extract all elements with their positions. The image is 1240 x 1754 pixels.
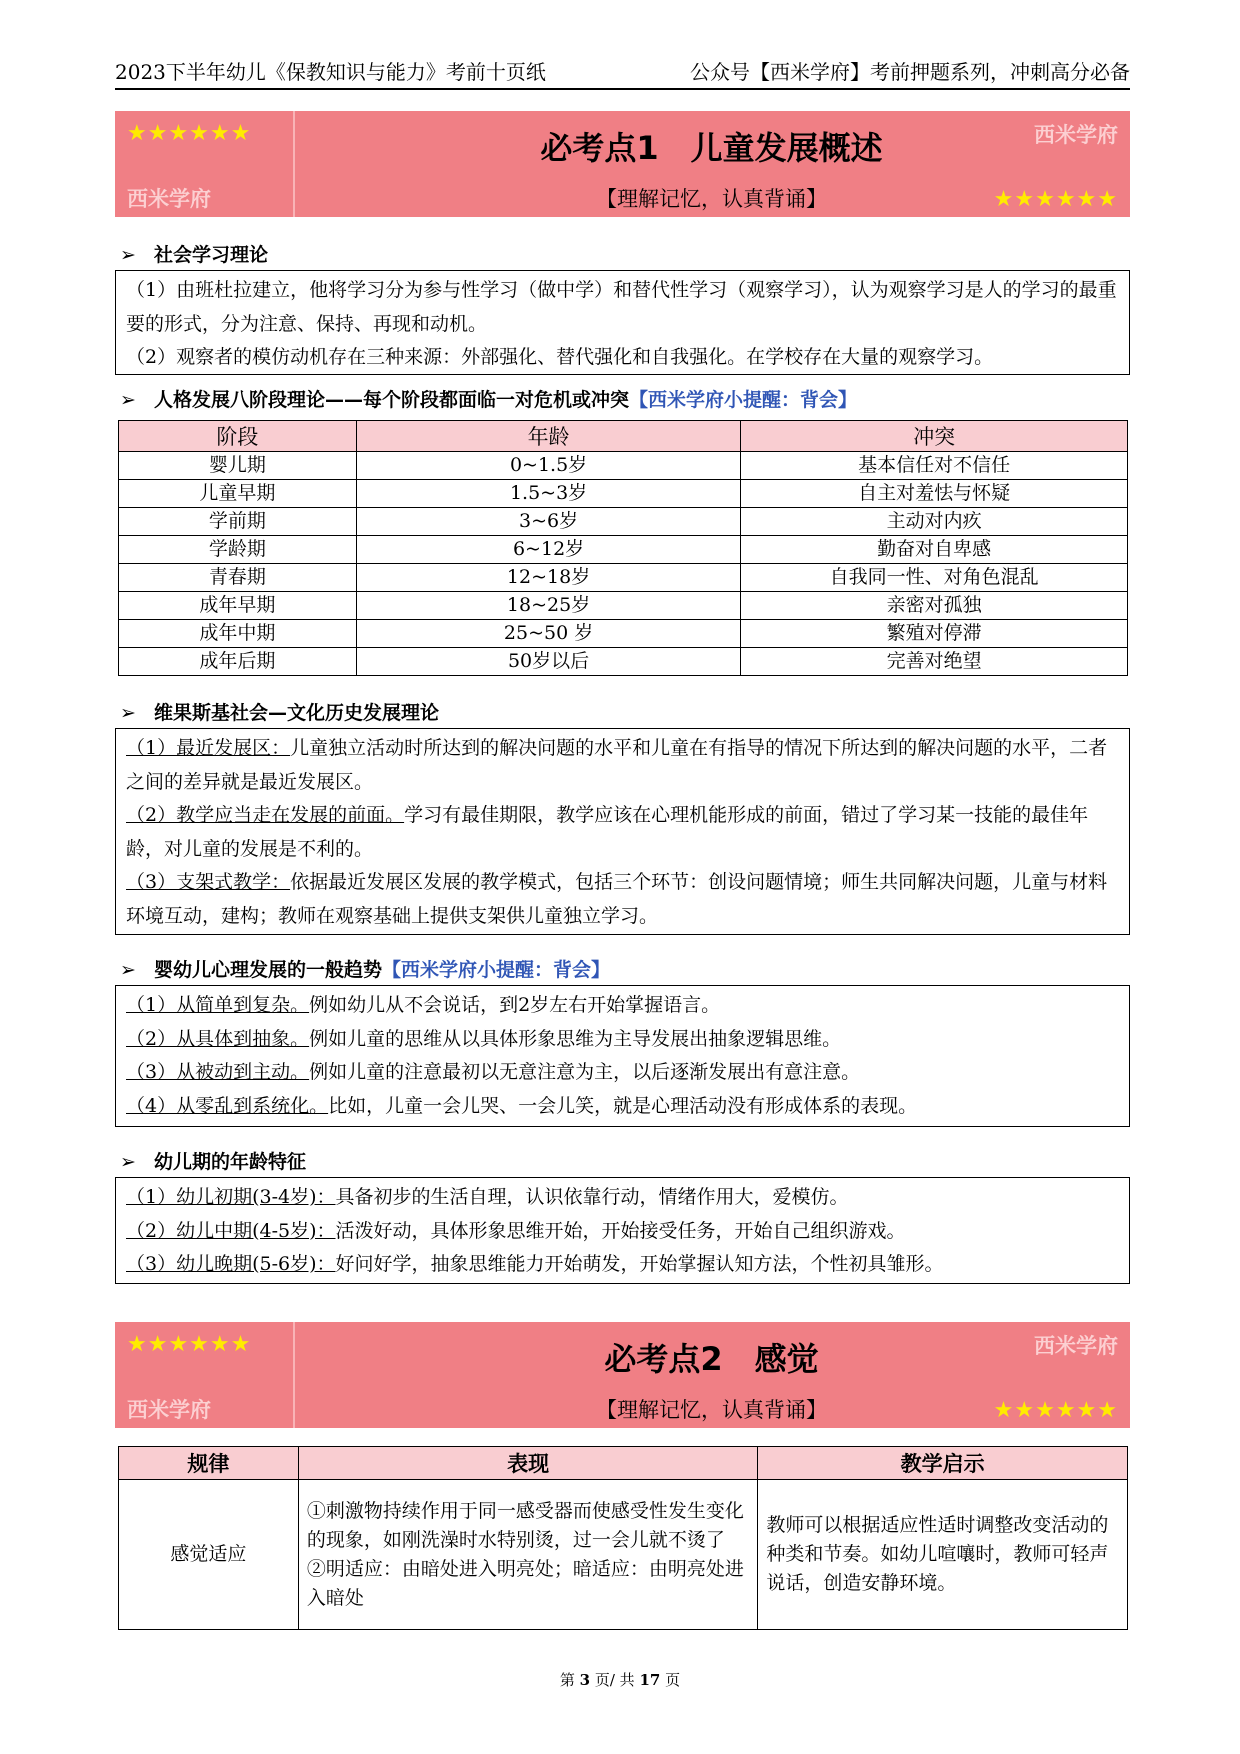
table-cell: 主动对内疚 <box>741 508 1128 536</box>
table-cell: 3~6岁 <box>356 508 741 536</box>
star-rating-icon: ★★★★★★ <box>993 1398 1118 1423</box>
header-divider <box>115 88 1130 90</box>
column-header: 阶段 <box>119 421 357 452</box>
table-cell: 1.5~3岁 <box>356 480 741 508</box>
age-characteristics-box <box>115 1177 1130 1284</box>
table-cell: 学前期 <box>119 508 357 536</box>
table-cell: 50岁以后 <box>356 648 741 676</box>
sensation-table <box>118 1446 1128 1630</box>
paragraph: （1）由班杜拉建立，他将学习分为参与性学习（做中学）和替代性学习（观察学习），认为观察学习是人的学习的最重要的形式，分为注意、保持、再现和动机。 <box>126 279 1117 335</box>
paragraph: （1）从简单到复杂。例如幼儿从不会说话，到2岁左右开始掌握语言。 <box>126 994 721 1016</box>
total-page-number: 17 <box>639 1671 661 1689</box>
column-header: 年龄 <box>356 421 741 452</box>
table-cell: 自主对羞怯与怀疑 <box>741 480 1128 508</box>
current-page-number: 3 <box>579 1671 591 1689</box>
banner-title: 必考点1 儿童发展概述 <box>540 129 883 167</box>
paragraph: （1）幼儿初期(3-4岁)：具备初步的生活自理，认识依靠行动，情绪作用大，爱模仿。 <box>126 1186 849 1208</box>
table-cell: 完善对绝望 <box>741 648 1128 676</box>
table-cell: 青春期 <box>119 564 357 592</box>
paragraph: （3）幼儿晚期(5-6岁)：好问好学，抽象思维能力开始萌发，开始掌握认知方法，个性初具雏形。 <box>126 1253 944 1275</box>
social-learning-box <box>115 270 1130 375</box>
table-cell: 6~12岁 <box>356 536 741 564</box>
column-header: 冲突 <box>741 421 1128 452</box>
banner-exam-point-2 <box>115 1322 1130 1428</box>
star-rating-icon: ★★★★★★ <box>993 187 1118 212</box>
table-cell: ①刺激物持续作用于同一感受器而使感受性发生变化的现象，如刚洗澡时水特别烫，过一会儿就不烫了 ②明适应：由暗处进入明亮处；暗适应：由明亮处进入暗处 <box>298 1480 758 1630</box>
section-heading-erikson: ➢ 人格发展八阶段理论——每个阶段都面临一对危机或冲突【西米学府小提醒：背会】 <box>120 389 858 411</box>
watermark-logo: 西米学府 <box>1034 1334 1118 1358</box>
star-rating-icon: ★★★★★★ <box>127 121 252 146</box>
table-cell: 儿童早期 <box>119 480 357 508</box>
watermark-logo: 西米学府 <box>127 187 211 211</box>
development-trend-box <box>115 985 1130 1127</box>
arrow-bullet-icon: ➢ <box>120 959 136 981</box>
header-left-text: 2023下半年幼儿《保教知识与能力》考前十页纸 <box>115 60 546 84</box>
table-cell: 25~50 岁 <box>356 620 741 648</box>
table-header-row <box>119 1447 1128 1480</box>
arrow-bullet-icon: ➢ <box>120 389 136 411</box>
banner-title: 必考点2 感觉 <box>604 1340 819 1378</box>
table-cell: 成年后期 <box>119 648 357 676</box>
banner-subtitle: 【理解记忆，认真背诵】 <box>596 187 827 211</box>
table-cell: 教师可以根据适应性适时调整改变活动的种类和节奏。如幼儿喧嚷时，教师可轻声说话，创造安静环境。 <box>758 1480 1128 1630</box>
paragraph: （2）从具体到抽象。例如儿童的思维从以具体形象思维为主导发展出抽象逻辑思维。 <box>126 1027 842 1050</box>
erikson-stage-table <box>118 420 1128 676</box>
column-header: 教学启示 <box>758 1447 1128 1480</box>
section-heading-vygotsky: ➢ 维果斯基社会—文化历史发展理论 <box>120 702 440 724</box>
header-right-text: 公众号【西米学府】考前押题系列，冲刺高分必备 <box>690 60 1130 84</box>
table-cell: 学龄期 <box>119 536 357 564</box>
column-header: 表现 <box>298 1447 758 1480</box>
banner-exam-point-1 <box>115 111 1130 217</box>
watermark-logo: 西米学府 <box>127 1398 211 1422</box>
table-cell: 成年早期 <box>119 592 357 620</box>
table-row <box>119 452 1128 480</box>
table-row <box>119 1480 1128 1630</box>
table-row <box>119 536 1128 564</box>
column-header: 规律 <box>119 1447 299 1480</box>
table-row <box>119 648 1128 676</box>
table-cell: 感觉适应 <box>119 1480 299 1630</box>
table-cell: 12~18岁 <box>356 564 741 592</box>
paragraph: （1）最近发展区：儿童独立活动时所达到的解决问题的水平和儿童在有指导的情况下所达到的解决问题的水平，二者之间的差异就是最近发展区。 <box>126 737 1108 793</box>
table-cell: 亲密对孤独 <box>741 592 1128 620</box>
table-cell: 自我同一性、对角色混乱 <box>741 564 1128 592</box>
section-heading-social-learning: ➢ 社会学习理论 <box>120 244 269 266</box>
section-heading-development-trend: ➢ 婴幼儿心理发展的一般趋势【西米学府小提醒：背会】 <box>120 959 611 981</box>
table-cell: 繁殖对停滞 <box>741 620 1128 648</box>
paragraph: （4）从零乱到系统化。比如，儿童一会儿哭、一会儿笑，就是心理活动没有形成体系的表现。 <box>126 1094 918 1117</box>
table-cell: 0~1.5岁 <box>356 452 741 480</box>
star-rating-icon: ★★★★★★ <box>127 1332 252 1357</box>
paragraph: （2）幼儿中期(4-5岁)：活泼好动，具体形象思维开始，开始接受任务，开始自己组织游戏。 <box>126 1219 906 1242</box>
table-cell: 成年中期 <box>119 620 357 648</box>
vygotsky-box <box>115 728 1130 935</box>
table-cell: 18~25岁 <box>356 592 741 620</box>
table-cell: 婴儿期 <box>119 452 357 480</box>
arrow-bullet-icon: ➢ <box>120 702 136 724</box>
tip-label: 【西米学府小提醒：背会】 <box>629 389 858 411</box>
table-row <box>119 564 1128 592</box>
arrow-bullet-icon: ➢ <box>120 244 136 266</box>
section-heading-age-characteristics: ➢ 幼儿期的年龄特征 <box>120 1151 307 1173</box>
paragraph: （2）观察者的模仿动机存在三种来源：外部强化、替代强化和自我强化。在学校存在大量的观察学习。 <box>126 346 994 368</box>
tip-label: 【西米学府小提醒：背会】 <box>382 959 611 981</box>
page-footer: 第 3 页/ 共 17 页 <box>559 1671 681 1689</box>
table-row <box>119 620 1128 648</box>
banner-subtitle: 【理解记忆，认真背诵】 <box>596 1398 827 1422</box>
table-header-row <box>119 421 1128 452</box>
table-cell: 基本信任对不信任 <box>741 452 1128 480</box>
paragraph: （2）教学应当走在发展的前面。学习有最佳期限，教学应该在心理机能形成的前面，错过了学习某一技能的最佳年龄，对儿童的发展是不利的。 <box>126 804 1089 860</box>
table-row <box>119 480 1128 508</box>
paragraph: （3）从被动到主动。例如儿童的注意最初以无意注意为主，以后逐渐发展出有意注意。 <box>126 1061 861 1083</box>
page-header <box>115 56 1130 86</box>
arrow-bullet-icon: ➢ <box>120 1151 136 1173</box>
table-row <box>119 508 1128 536</box>
table-cell: 勤奋对自卑感 <box>741 536 1128 564</box>
table-row <box>119 592 1128 620</box>
paragraph: （3）支架式教学：依据最近发展区发展的教学模式，包括三个环节：创设问题情境；师生共同解决问题，儿童与材料环境互动，建构；教师在观察基础上提供支架供儿童独立学习。 <box>126 871 1108 927</box>
watermark-logo: 西米学府 <box>1034 123 1118 147</box>
